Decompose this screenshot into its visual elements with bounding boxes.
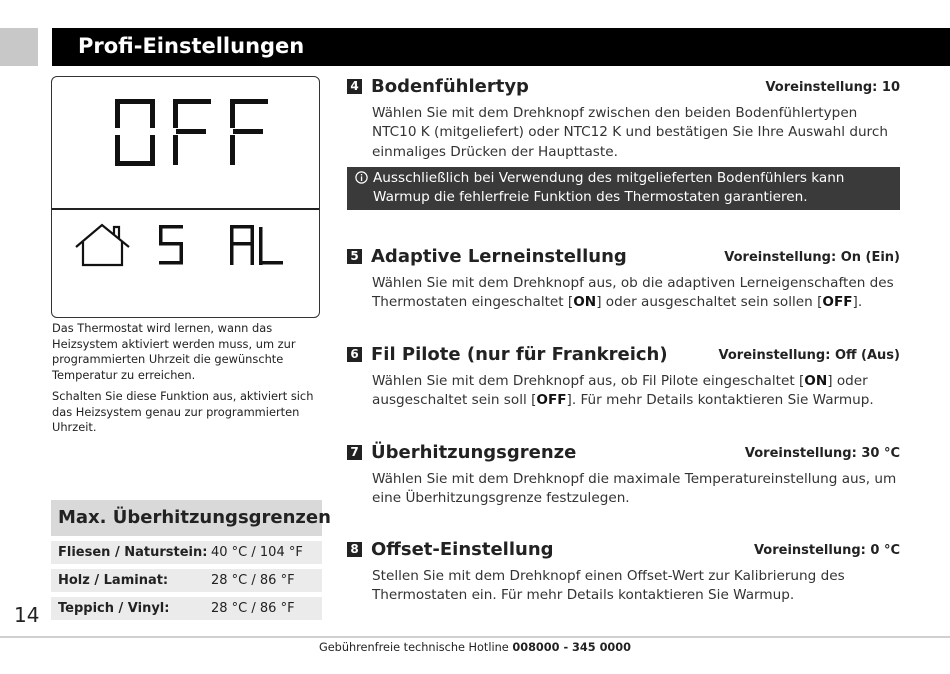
section-default: Voreinstellung: On (Ein) <box>724 250 900 265</box>
caption-paragraph-1: Das Thermostat wird lernen, wann das Heizsystem aktiviert werden muss, um zur programmierten Uhrzeit die gewünschte Temperatur zu erreichen. <box>52 321 296 382</box>
setting-section-overheat-limit <box>346 442 902 509</box>
section-default: Voreinstellung: 0 °C <box>753 543 900 558</box>
max-limits-row <box>51 541 322 564</box>
display-divider <box>52 208 319 210</box>
section-number-badge: 8 <box>347 542 362 557</box>
setting-section-floor-sensor <box>346 76 902 162</box>
footer-phone: 008000 - 345 0000 <box>512 641 632 654</box>
on-keyword: ON <box>804 373 828 389</box>
page-number: 14 <box>14 603 40 627</box>
info-note <box>347 167 900 210</box>
page-header <box>52 28 950 66</box>
row-value: 28 °C / 86 °F <box>211 601 295 616</box>
section-default: Voreinstellung: Off (Aus) <box>718 348 900 363</box>
thermostat-display <box>51 76 320 318</box>
footer-text: Gebührenfreie technische Hotline <box>318 641 509 654</box>
off-keyword: OFF <box>822 294 853 311</box>
section-body: Wählen Sie mit dem Drehknopf zwischen den beiden Bodenfühlertypen NTC10 K (mitgeliefert) oder NTC12 K und bestätigen Sie Ihre Auswahl durch einmaliges Drücken der Haupttaste. <box>372 105 888 160</box>
section-title: Offset-Einstellung <box>371 539 554 560</box>
page-edge-tab <box>0 28 38 66</box>
house-outline-icon <box>76 225 129 265</box>
row-value: 28 °C / 86 °F <box>211 573 295 588</box>
section-title: Bodenfühlertyp <box>371 76 529 97</box>
setting-section-fil-pilote <box>346 344 902 411</box>
footer-divider <box>0 636 950 638</box>
max-limits-row <box>51 569 322 592</box>
caption-paragraph-2: Schalten Sie diese Funktion aus, aktiviert sich das Heizsystem genau zur programmierten Uhrzeit. <box>52 389 314 434</box>
section-body: Wählen Sie mit dem Drehknopf aus, ob Fil Pilote eingeschaltet [ON] oder ausgeschaltet sein soll [OFF]. Für mehr Details kontaktieren Sie Warmup. <box>372 373 874 409</box>
section-body: Stellen Sie mit dem Drehknopf einen Offset-Wert zur Kalibrierung des Thermostaten ein. Für mehr Details kontaktieren Sie Warmup. <box>372 568 845 604</box>
footer-hotline <box>0 641 950 654</box>
section-title: Fil Pilote (nur für Frankreich) <box>371 344 668 365</box>
section-body: Wählen Sie mit dem Drehknopf die maximale Temperatureinstellung aus, um eine Überhitzungsgrenze festzulegen. <box>372 471 897 507</box>
info-icon <box>355 171 368 184</box>
section-body: Wählen Sie mit dem Drehknopf aus, ob die adaptiven Lerneigenschaften des Thermostaten eingeschaltet [ON] oder ausgeschaltet sein sollen [OFF]. <box>372 275 894 311</box>
row-label: Holz / Laminat: <box>58 573 169 588</box>
on-keyword: ON <box>573 294 597 311</box>
info-note-text: Ausschließlich bei Verwendung des mitgelieferten Bodenfühlers kann Warmup die fehlerfreie Funktion des Thermostaten garantieren. <box>373 170 845 205</box>
off-keyword: OFF <box>536 392 567 409</box>
section-title: Überhitzungsgrenze <box>371 442 577 463</box>
row-label: Fliesen / Naturstein: <box>58 545 208 560</box>
row-label: Teppich / Vinyl: <box>58 601 170 616</box>
max-limits-row <box>51 597 322 620</box>
setting-section-adaptive-learning <box>346 246 902 313</box>
row-value: 40 °C / 104 °F <box>211 545 303 560</box>
section-number-badge: 6 <box>347 347 362 362</box>
page-title: Profi-Einstellungen <box>78 34 305 58</box>
max-limits-title: Max. Überhitzungsgrenzen <box>51 500 322 536</box>
section-default: Voreinstellung: 30 °C <box>744 446 900 461</box>
lcd-segments <box>52 77 321 319</box>
section-default: Voreinstellung: 10 <box>765 80 900 95</box>
max-limits-table <box>51 500 331 620</box>
setting-section-offset <box>346 539 902 606</box>
section-title: Adaptive Lerneinstellung <box>371 246 627 267</box>
section-number-badge: 5 <box>347 249 362 264</box>
section-number-badge: 7 <box>347 445 362 460</box>
section-number-badge: 4 <box>347 79 362 94</box>
